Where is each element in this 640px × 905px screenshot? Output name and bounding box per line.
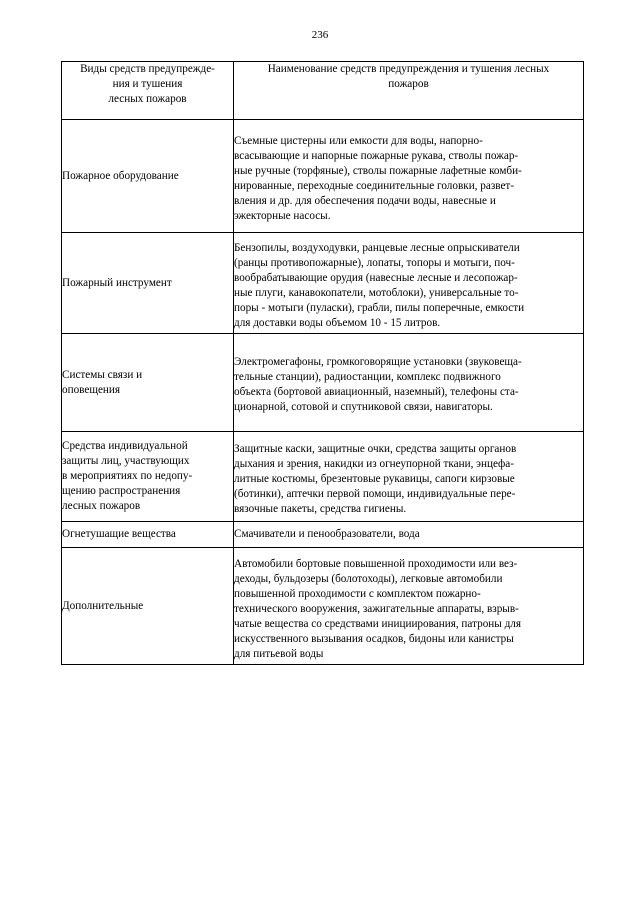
- description-line: Электромегафоны, громкоговорящие установки (звуковеща-: [234, 356, 522, 368]
- table-row: [62, 522, 584, 548]
- description-line: Смачиватели и пенообразователи, вода: [234, 528, 420, 540]
- category-line: защиты лиц, участвующих: [62, 455, 190, 467]
- table-row: [62, 120, 584, 233]
- description-line: Съемные цистерны или емкости для воды, напорно-: [234, 134, 483, 147]
- header-line: пожаров: [388, 78, 429, 90]
- description-line: вления и др. для обеспечения подачи воды, навесные и: [234, 194, 496, 207]
- category-line: Пожарное оборудование: [62, 169, 179, 182]
- description-line: всасывающие и напорные пожарные рукава, стволы пожар-: [234, 149, 519, 162]
- header-means-name: [234, 62, 584, 120]
- row-description: [234, 233, 584, 334]
- header-line: ния и тушения: [112, 78, 183, 90]
- row-category: [62, 522, 234, 548]
- row-category: [62, 548, 234, 665]
- description-line: дыхания и зрения, накидки из огнеупорной ткани, энцефа-: [234, 457, 514, 470]
- page-number: 236: [311, 29, 329, 41]
- category-line: Дополнительные: [62, 599, 144, 612]
- table-row: [62, 548, 584, 665]
- category-line: Пожарный инструмент: [62, 276, 172, 289]
- description-line: нированные, переходные соединительные головки, развет-: [234, 179, 515, 192]
- description-line: Автомобили бортовые повышенной проходимости или вез-: [234, 557, 518, 570]
- header-means-type: [62, 62, 234, 120]
- description-line: поры - мотыги (пуласки), грабли, пилы поперечные, емкости: [234, 301, 525, 314]
- description-line: деходы, бульдозеры (болотоходы), легковые автомобили: [234, 572, 503, 585]
- row-description: [234, 120, 584, 233]
- description-line: технического вооружения, зажигательные аппараты, взрыв-: [234, 602, 519, 615]
- description-line: повышенной проходимости с комплектом пожарно-: [234, 587, 481, 600]
- row-category: [62, 432, 234, 522]
- description-line: для питьевой воды: [234, 647, 324, 660]
- category-line: оповещения: [62, 383, 121, 396]
- description-line: тельные станции), радиостанции, комплекс подвижного: [234, 371, 501, 383]
- row-description: [234, 432, 584, 522]
- description-line: ные плуги, канавокопатели, мотоблоки), универсальные то-: [234, 286, 519, 299]
- category-line: в мероприятиях по недопу-: [62, 470, 193, 482]
- description-line: вообрабатывающие орудия (навесные лесные и лесопожар-: [234, 271, 518, 284]
- category-line: Средства индивидуальной: [62, 440, 188, 452]
- row-description: [234, 334, 584, 432]
- description-line: Защитные каски, защитные очки, средства защиты органов: [234, 442, 517, 455]
- description-line: чатые вещества со средствами инициирования, патроны для: [234, 617, 522, 630]
- table-row: [62, 334, 584, 432]
- description-line: Бензопилы, воздуходувки, ранцевые лесные опрыскиватели: [234, 241, 520, 254]
- forest-fire-means-table: [61, 61, 584, 665]
- table-row: [62, 432, 584, 522]
- description-line: (ботинки), аптечки первой помощи, индивидуальные пере-: [234, 487, 516, 500]
- description-line: вязочные пакеты, средства гигиены.: [234, 502, 407, 515]
- row-category: [62, 233, 234, 334]
- row-description: [234, 522, 584, 548]
- description-line: литные костюмы, брезентовые рукавицы, сапоги кирзовые: [234, 472, 515, 485]
- category-line: Огнетушащие вещества: [62, 528, 176, 540]
- header-line: Виды средств предупрежде-: [80, 63, 215, 75]
- description-line: объекта (бортовой авиационный, наземный), телефоны ста-: [234, 386, 519, 398]
- description-line: искусственного вызывания осадков, бидоны или канистры: [234, 632, 514, 645]
- description-line: для доставки воды объемом 10 - 15 литров.: [234, 316, 441, 329]
- table-header-row: [62, 62, 584, 120]
- row-category: [62, 120, 234, 233]
- description-line: ные ручные (торфяные), стволы пожарные лафетные комби-: [234, 164, 522, 177]
- header-line: лесных пожаров: [108, 93, 187, 105]
- category-line: щению распространения: [62, 485, 181, 497]
- row-category: [62, 334, 234, 432]
- category-line: Системы связи и: [62, 368, 143, 381]
- description-line: эжекторные насосы.: [234, 209, 331, 222]
- description-line: (ранцы противопожарные), лопаты, топоры и мотыги, поч-: [234, 256, 515, 269]
- table-row: [62, 233, 584, 334]
- row-description: [234, 548, 584, 665]
- category-line: лесных пожаров: [62, 500, 141, 512]
- description-line: ционарной, сотовой и спутниковой связи, навигаторы.: [234, 401, 493, 413]
- header-line: Наименование средств предупреждения и тушения лесных: [267, 63, 550, 75]
